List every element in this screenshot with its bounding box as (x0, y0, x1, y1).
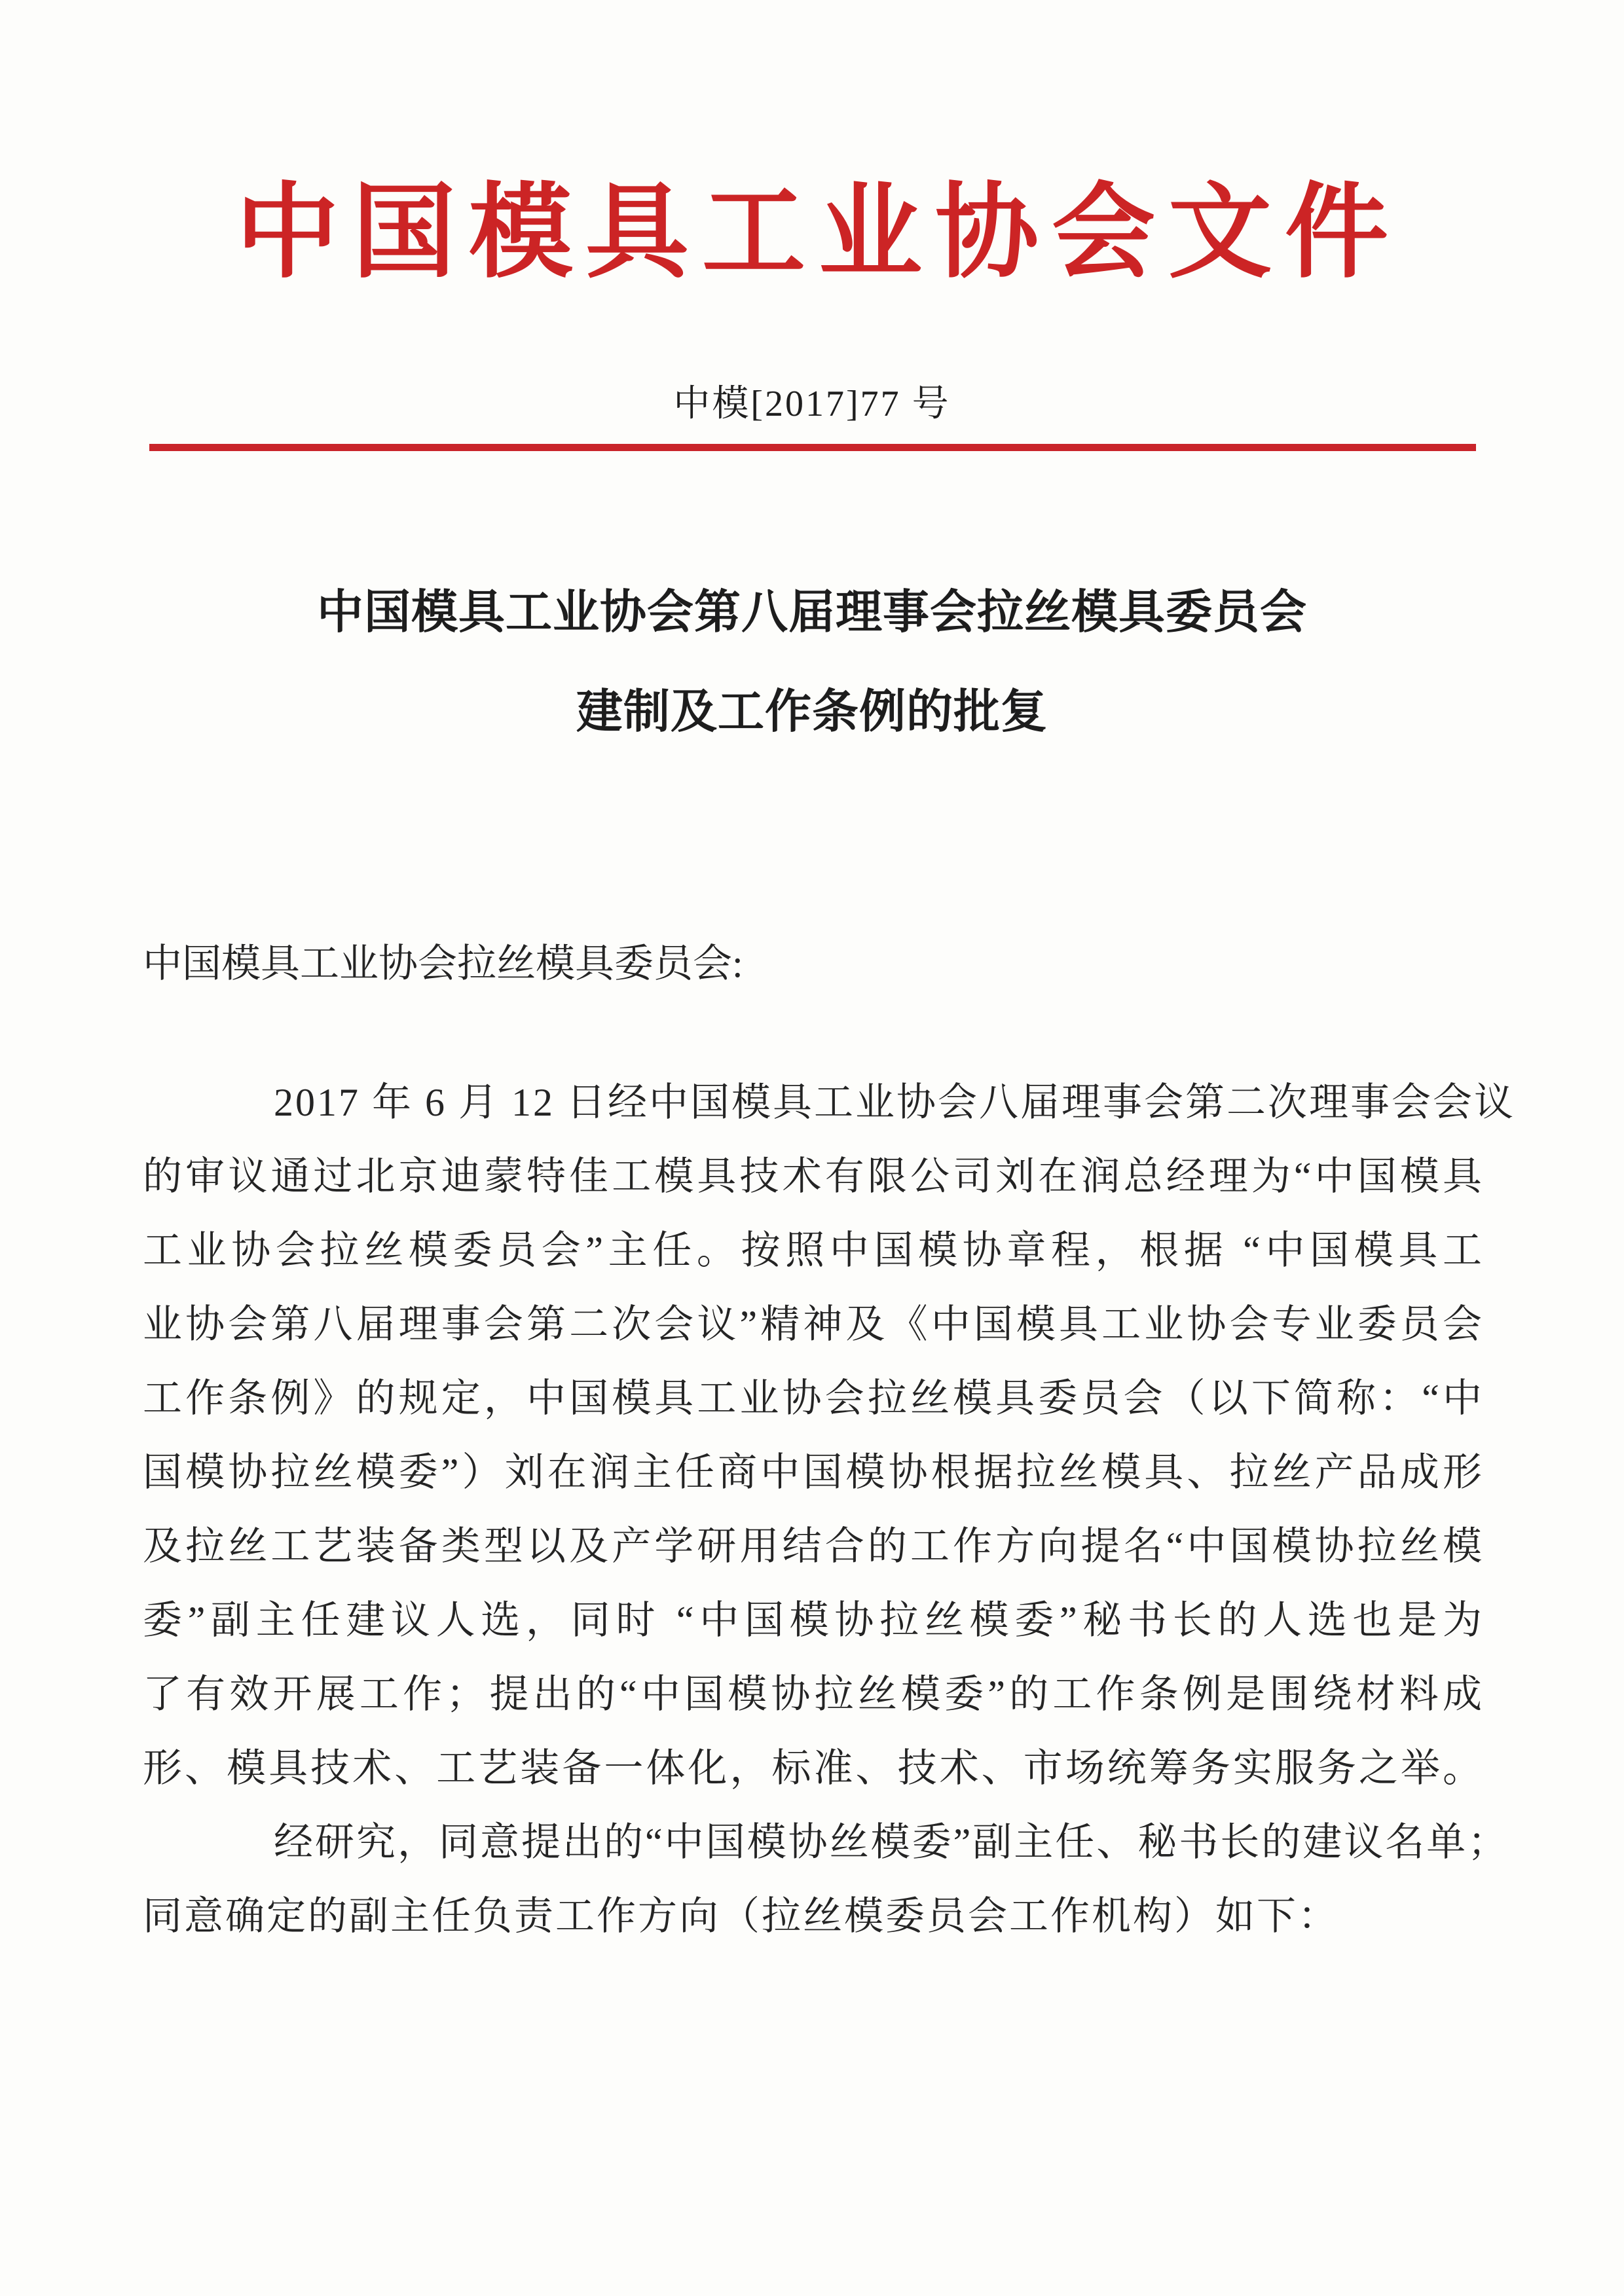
document-title-line-1: 中国模具工业协会第八届理事会拉丝模具委员会 (316, 587, 1307, 638)
letterhead-org-title: 中国模具工业协会文件 (236, 176, 1401, 291)
salutation: 中国模具工业协会拉丝模具委员会: (143, 942, 743, 985)
body-line: 经研究，同意提出的“中国模协丝模委”副主任、秘书长的建议名单； (274, 1821, 1509, 1864)
letterhead-red-rule (149, 444, 1476, 451)
body-line: 的审议通过北京迪蒙特佳工模具技术有限公司刘在润总经理为“中国模具 (143, 1155, 1484, 1198)
body-line: 2017 年 6 月 12 日经中国模具工业协会八届理事会第二次理事会会议 (274, 1081, 1515, 1124)
document-title-line-2: 建制及工作条例的批复 (576, 687, 1048, 738)
body-line: 了有效开展工作；提出的“中国模协拉丝模委”的工作条例是围绕材料成 (143, 1673, 1484, 1716)
body-line: 同意确定的副主任负责工作方向（拉丝模委员会工作机构）如下： (143, 1895, 1339, 1938)
body-line: 工业协会拉丝模委员会”主任。按照中国模协章程，根据 “中国模具工 (143, 1229, 1484, 1272)
body-line: 及拉丝工艺装备类型以及产学研用结合的工作方向提名“中国模协拉丝模 (143, 1525, 1484, 1568)
body-line: 工作条例》的规定，中国模具工业协会拉丝模具委员会（以下简称：“中 (143, 1377, 1484, 1420)
body-line: 业协会第八届理事会第二次会议”精神及《中国模具工业协会专业委员会 (143, 1303, 1484, 1346)
body-text (143, 1066, 1515, 1954)
body-line: 委”副主任建议人选，同时 “中国模协拉丝模委”秘书长的人选也是为 (143, 1599, 1484, 1642)
body-line: 形、模具技术、工艺装备一体化，标准、技术、市场统筹务实服务之举。 (143, 1747, 1484, 1790)
document-reference-number: 中模[2017]77 号 (673, 384, 951, 424)
body-line: 国模协拉丝模委”）刘在润主任商中国模协根据拉丝模具、拉丝产品成形 (143, 1451, 1484, 1494)
